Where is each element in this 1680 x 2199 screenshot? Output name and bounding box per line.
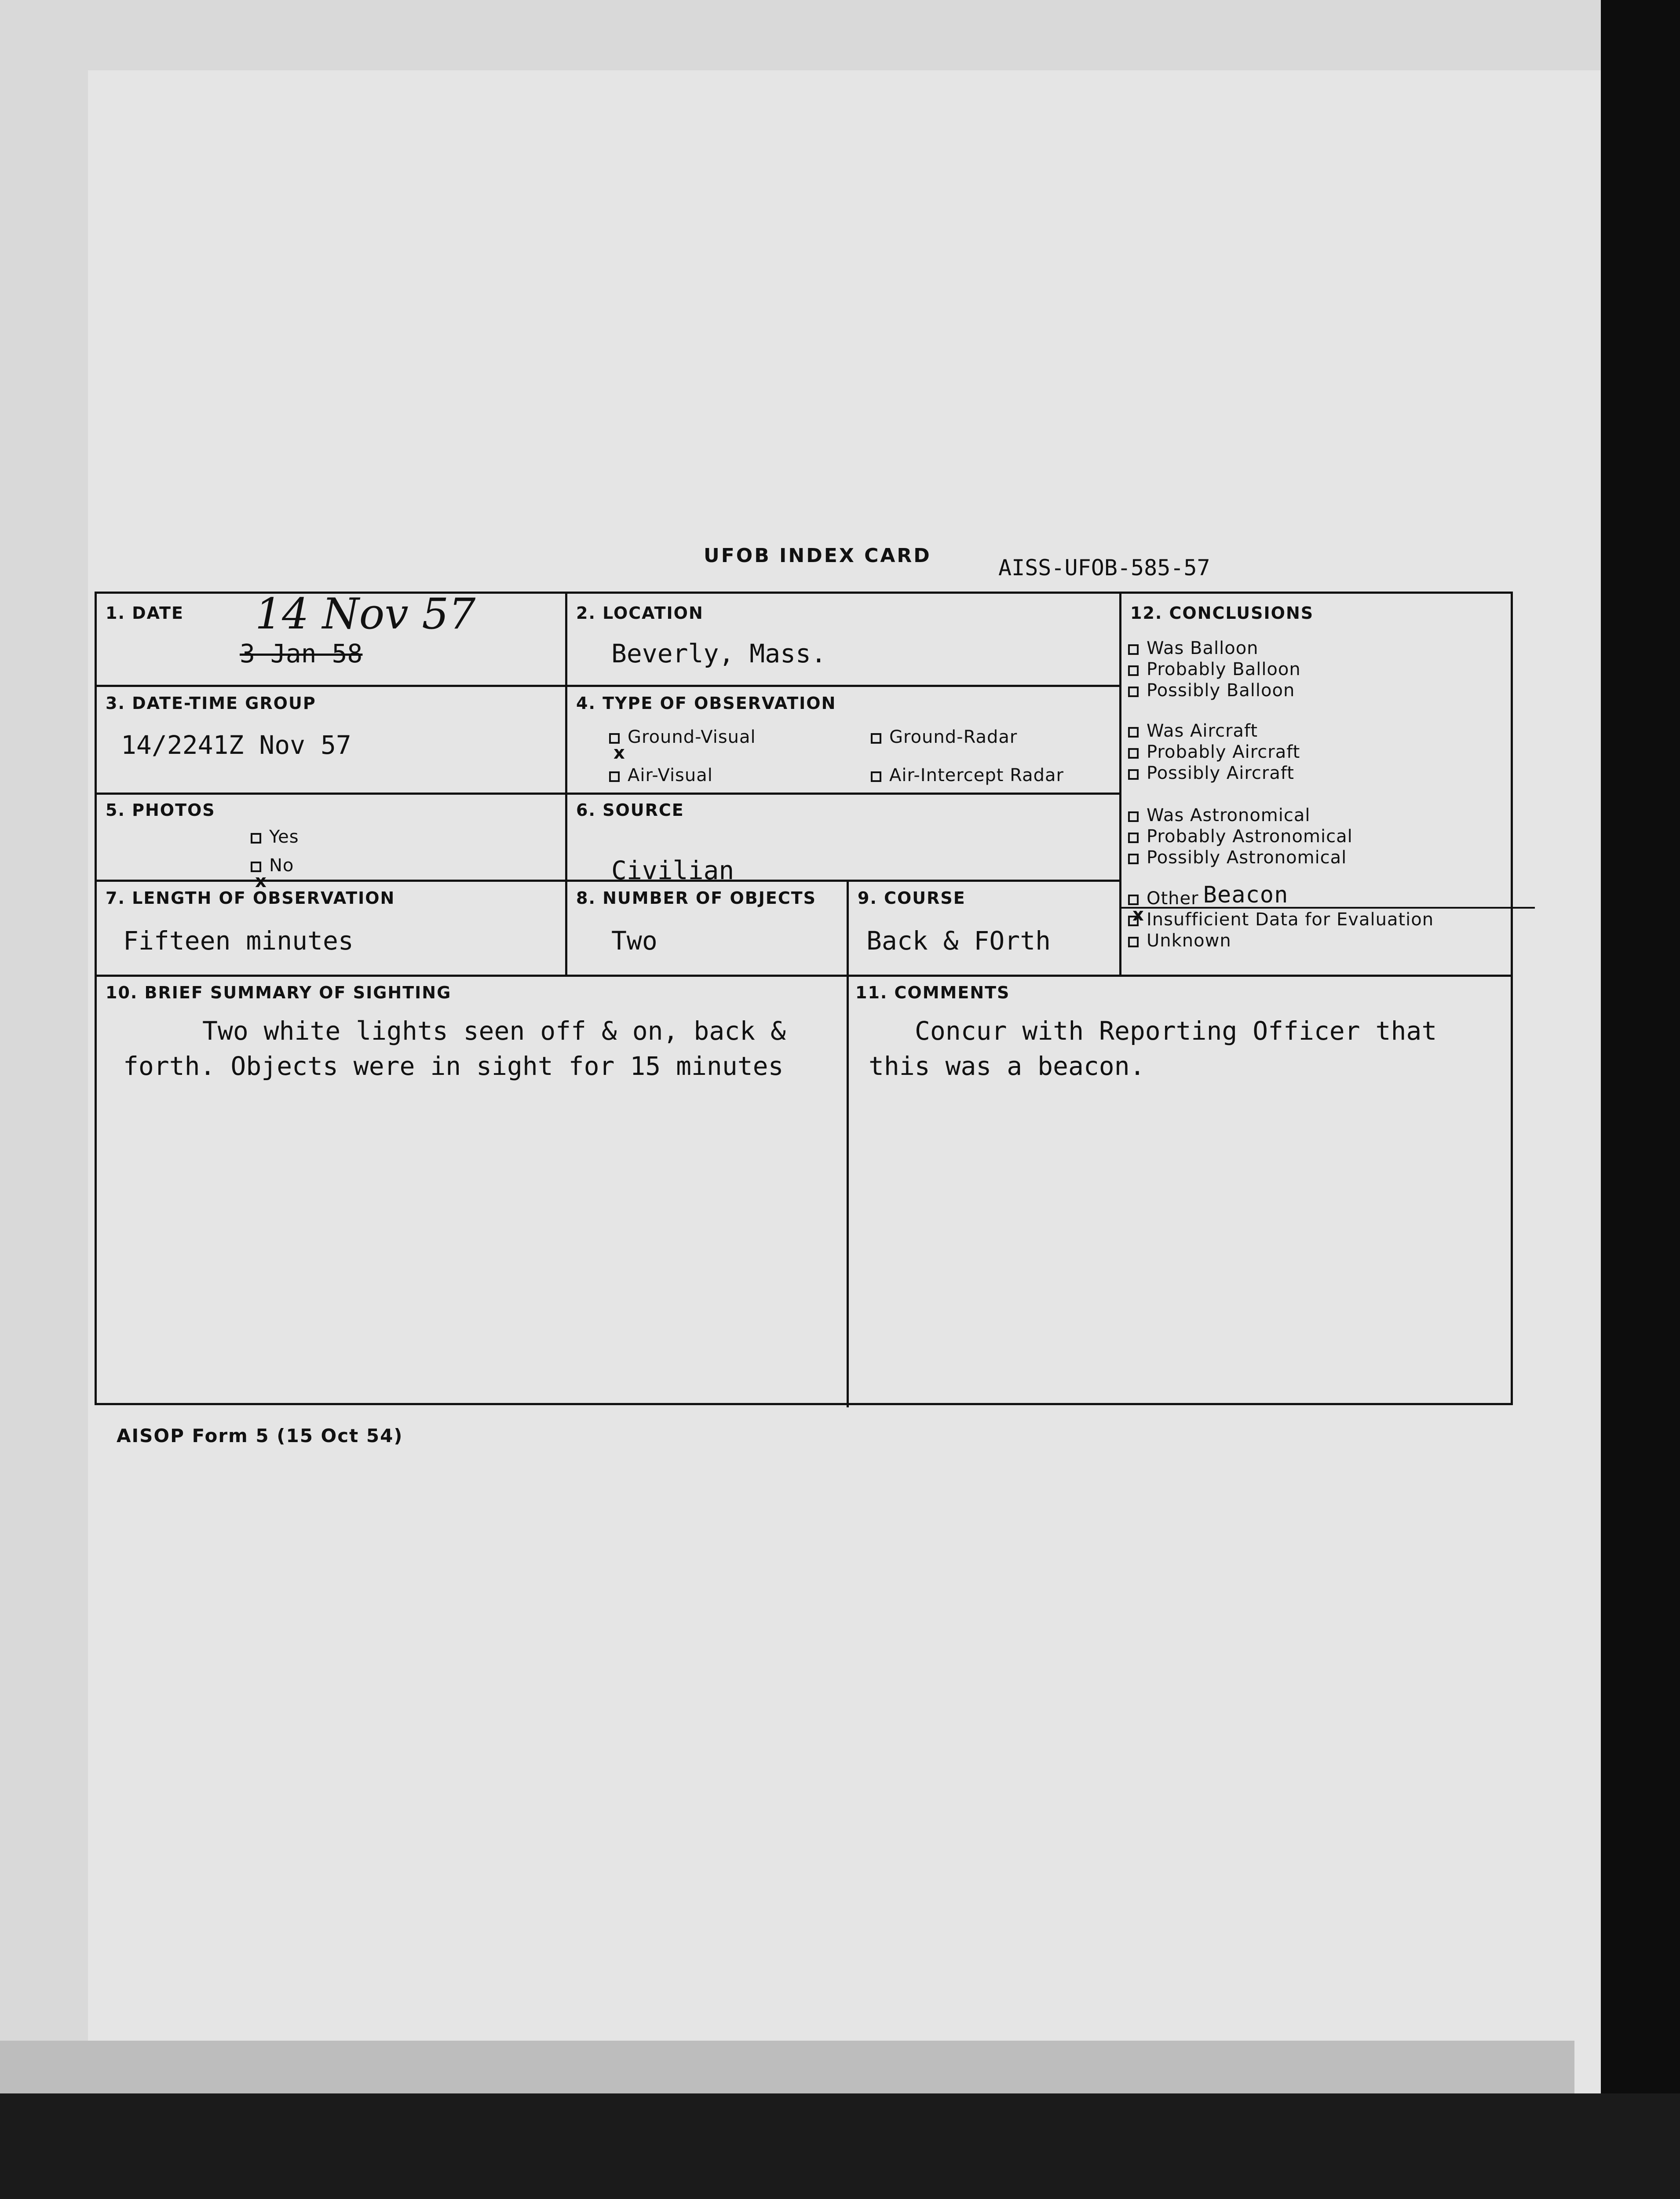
conclusion-item: Was Astronomical <box>1128 805 1353 826</box>
date-time-group-label: 3. DATE-TIME GROUP <box>106 694 316 713</box>
type-of-observation-label: 4. TYPE OF OBSERVATION <box>576 694 836 713</box>
conclusion-item: Probably Balloon <box>1128 659 1301 680</box>
summary-line: Two white lights seen off & on, back & <box>202 1016 786 1046</box>
comments-label: 11. COMMENTS <box>855 983 1010 1002</box>
ground-visual-option: x Ground-Visual <box>609 727 756 747</box>
divider <box>97 880 1121 882</box>
air-intercept-radar-option: Air-Intercept Radar <box>871 765 1064 785</box>
conclusions-balloon-group <box>1128 638 1301 701</box>
card-title: UFOB INDEX CARD <box>704 544 931 567</box>
checkbox-icon <box>1128 811 1139 822</box>
case-number: AISS-UFOB-585-57 <box>998 555 1210 581</box>
comments-line: Concur with Reporting Officer that <box>915 1016 1437 1046</box>
photos-label: 5. PHOTOS <box>106 800 215 820</box>
comments-line: this was a beacon. <box>869 1051 1145 1081</box>
divider <box>97 685 1121 687</box>
number-of-objects-label: 8. NUMBER OF OBJECTS <box>576 888 817 908</box>
checkbox-icon <box>1128 687 1139 697</box>
checkbox-icon <box>871 733 881 744</box>
checkbox-icon <box>871 771 881 782</box>
conclusion-item-other: x Other Beacon <box>1128 886 1434 909</box>
conclusion-item: Insufficient Data for Evaluation <box>1128 909 1434 930</box>
conclusion-item: Possibly Aircraft <box>1128 763 1300 784</box>
length-value: Fifteen minutes <box>123 926 354 956</box>
checkbox-checked-icon: x <box>609 733 620 744</box>
divider <box>97 793 1121 795</box>
location-label: 2. LOCATION <box>576 603 704 623</box>
divider <box>847 880 849 976</box>
date-label: 1. DATE <box>106 603 184 623</box>
checkbox-icon <box>1128 727 1139 738</box>
conclusion-item: Unknown <box>1128 930 1434 951</box>
film-shadow <box>0 2093 1680 2199</box>
checkbox-icon <box>1128 937 1139 947</box>
photos-no-option: x No <box>251 855 294 876</box>
summary-line: forth. Objects were in sight for 15 minutes <box>123 1051 784 1081</box>
checkbox-checked-icon: x <box>251 862 261 872</box>
date-handwritten: 14 Nov 57 <box>255 589 476 639</box>
source-label: 6. SOURCE <box>576 800 684 820</box>
length-label: 7. LENGTH OF OBSERVATION <box>106 888 395 908</box>
checkbox-icon <box>609 771 620 782</box>
conclusion-item: Probably Aircraft <box>1128 742 1300 763</box>
conclusion-item: Was Aircraft <box>1128 720 1300 742</box>
course-value: Back & FOrth <box>866 926 1051 956</box>
conclusion-item: Possibly Astronomical <box>1128 847 1353 868</box>
divider <box>1119 594 1121 976</box>
checkbox-icon <box>1128 644 1139 655</box>
checkbox-icon <box>1128 748 1139 759</box>
checkbox-checked-icon: x <box>1128 895 1139 905</box>
other-value: Beacon <box>1203 882 1289 908</box>
conclusions-astronomical-group <box>1128 805 1353 868</box>
air-visual-option: Air-Visual <box>609 765 713 785</box>
date-time-group-value: 14/2241Z Nov 57 <box>121 730 351 760</box>
checkbox-icon <box>251 833 261 844</box>
conclusions-aircraft-group <box>1128 720 1300 784</box>
course-label: 9. COURSE <box>858 888 966 908</box>
photos-yes-option: Yes <box>251 827 299 847</box>
summary-label: 10. BRIEF SUMMARY OF SIGHTING <box>106 983 452 1002</box>
divider <box>97 975 1513 977</box>
ground-radar-option: Ground-Radar <box>871 727 1017 747</box>
conclusion-item: Possibly Balloon <box>1128 680 1301 701</box>
form-footer: AISOP Form 5 (15 Oct 54) <box>117 1425 403 1447</box>
checkbox-icon <box>1128 769 1139 780</box>
conclusion-item: Probably Astronomical <box>1128 826 1353 847</box>
checkbox-icon <box>1128 833 1139 843</box>
divider <box>565 594 567 976</box>
number-of-objects-value: Two <box>611 926 657 956</box>
conclusions-label: 12. CONCLUSIONS <box>1130 603 1314 623</box>
conclusion-item: Was Balloon <box>1128 638 1301 659</box>
paper-edge-band <box>0 2041 1574 2093</box>
checkbox-icon <box>1128 854 1139 864</box>
conclusions-other-group <box>1128 882 1434 951</box>
source-value: Civilian <box>611 855 734 885</box>
ufob-index-card <box>95 589 1513 1405</box>
location-value: Beverly, Mass. <box>611 639 826 668</box>
date-struck: 3 Jan 58 <box>240 639 363 668</box>
checkbox-icon <box>1128 665 1139 676</box>
